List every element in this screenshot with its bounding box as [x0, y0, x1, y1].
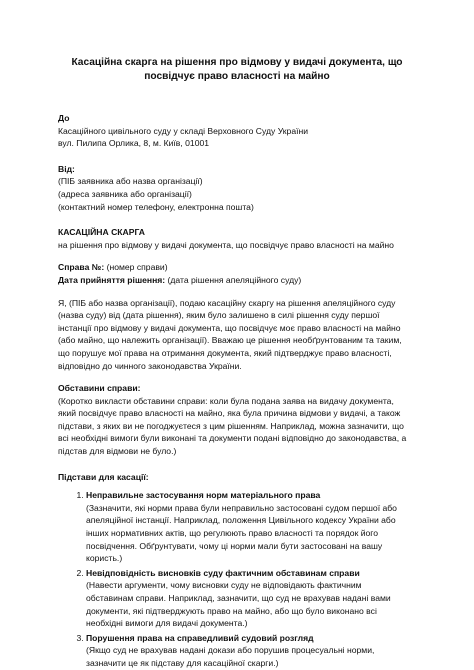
case-number-value: (номер справи): [106, 262, 168, 273]
case-date-label: Дата прийняття рішення:: [58, 274, 166, 285]
to-court: Касаційного цивільного суду у складі Верховного Суду України: [58, 125, 309, 136]
from-heading: Від:: [58, 163, 75, 174]
ground-line: обставинам справи. Наприклад, зазначити, що суд не врахував надані вами: [86, 593, 391, 603]
from-contact: (контактний номер телефону, електронна пошта): [58, 201, 254, 212]
grounds-heading: Підстави для касації:: [58, 471, 149, 482]
intro-line: відповідно до чинного законодавства України.: [58, 360, 242, 371]
intro-line: що порушує мої права на отримання документа, який підтверджує право власності,: [58, 347, 392, 358]
ground-line: (Зазначити, які норми права були неправильно застосовані судом першої або: [86, 502, 397, 513]
from-name: (ПІБ заявника або назва організації): [58, 176, 203, 187]
list-item: [86, 632, 416, 670]
ground-line: документи, які підтверджують право на майно, або що було виконано всі: [86, 605, 377, 616]
ground-line: (Навести аргументи, чому висновки суду не відповідають фактичним: [86, 580, 362, 591]
to-address: вул. Пилипа Орлика, 8, м. Київ, 01001: [58, 138, 210, 149]
document-title: Касаційна скарга на рішення про відмову у видачі документа, що посвідчує право власності на майно: [71, 57, 403, 82]
ground-line: необхідні вимоги для видачі документа.): [86, 618, 248, 629]
case-date-value: (дата рішення апеляційного суду): [167, 274, 302, 285]
ground-label: Неправильне застосування норм матеріального права: [86, 490, 321, 501]
circumstances-line: всі необхідні вимоги були виконані та документи подані відповідно до законодавства, а: [58, 433, 407, 444]
ground-line: зазначити це як підставу для касаційної скарги.): [86, 657, 279, 668]
intro-line: Я, (ПІБ або назва організації), подаю касаційну скаргу на рішення апеляційного суду: [58, 297, 396, 308]
case-number: [58, 261, 416, 274]
circumstances-line: який посвідчує право власності на майно, яка була причина відмови у видачі, а також: [58, 408, 401, 419]
intro-line: (назва суду) від (дата рішення), яким було залишено в силі рішення суду першої: [58, 310, 380, 321]
case-date: [58, 274, 416, 287]
ground-line: інших нормативних актів, що регулюють право власності та порядок його: [86, 528, 379, 539]
case-number-label: Справа №:: [58, 262, 105, 273]
intro-paragraph: [58, 297, 416, 373]
grounds-list: [58, 489, 416, 669]
intro-line: інстанції про відмову у видачі документа, що посвідчує моє право власності на майно: [58, 322, 401, 333]
complaint-subject: на рішення про відмову у видачі документа, що посвідчує право власності на майно: [58, 239, 394, 250]
circumstances-heading: Обставини справи:: [58, 383, 141, 394]
intro-line: (або майно, що належить організації). Вважаю це рішення необґрунтованим та таким,: [58, 335, 402, 346]
circumstances-paragraph: [58, 395, 416, 458]
circumstances-line: (Коротко викласти обставини справи: коли була подана заява на видачу документа,: [58, 395, 394, 406]
ground-line: посвідчення. Обґрунтувати, чому ці норми мали бути застосовані на вашу: [86, 540, 383, 551]
complaint-heading: КАСАЦІЙНА СКАРГА: [58, 227, 146, 238]
ground-line: користь.): [86, 553, 123, 564]
from-address: (адреса заявника або організації): [58, 188, 192, 199]
ground-label: Порушення права на справедливий судовий розгляд: [86, 632, 314, 643]
ground-line: апеляційної інстанції. Наприклад, положення Цивільного кодексу України або: [86, 515, 396, 526]
circumstances-line: підстав для відмови не було.): [58, 446, 177, 457]
to-heading: До: [58, 113, 70, 123]
circumstances-line: підстави, з яких ви не погоджуєтеся з цим рішенням. Наприклад, можна зазначити, що: [58, 420, 404, 431]
list-item: [86, 489, 416, 565]
ground-label: Невідповідність висновків суду фактичним обставинам справи: [86, 567, 360, 578]
list-item: [86, 567, 416, 630]
ground-line: (Якщо суд не врахував надані докази або порушив процесуальні норми,: [86, 645, 375, 656]
